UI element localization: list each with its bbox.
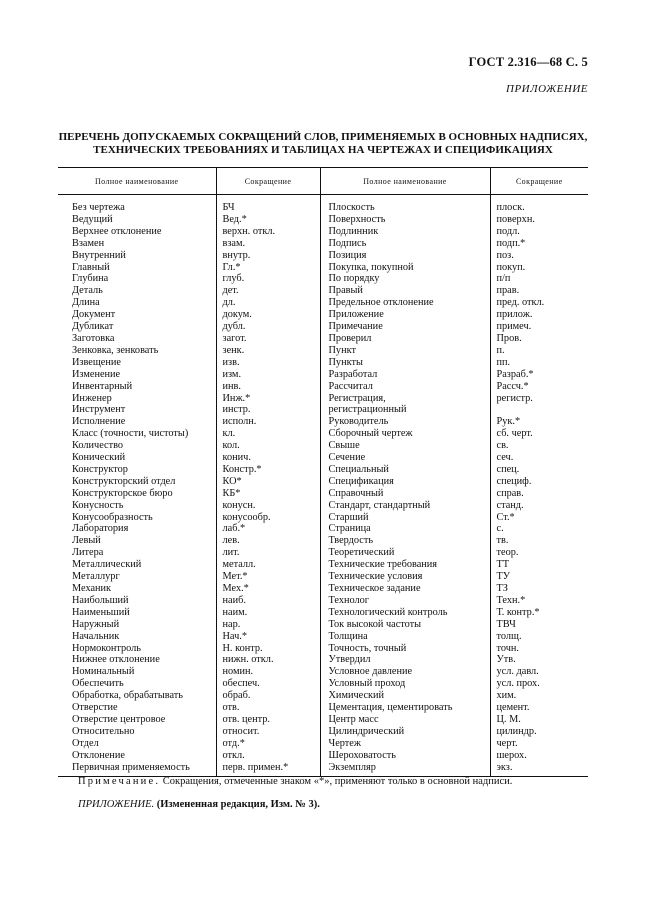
full-name-cell: Условный проход: [320, 678, 490, 690]
abbreviation-cell: п.: [490, 345, 588, 357]
full-name-cell: Верхнее отклонение: [72, 225, 162, 237]
abbreviation-cell: теор.: [490, 547, 588, 559]
abbreviation-cell: Утв.: [490, 654, 588, 666]
full-name-cell: Извещение: [72, 356, 121, 368]
abbreviation-cell: станд.: [490, 500, 588, 512]
abbreviation-cell: поверхн.: [490, 214, 588, 226]
abbreviation-cell: зенк.: [216, 345, 320, 357]
abbreviation-cell: Разраб.*: [490, 369, 588, 381]
full-name-cell: Наименьший: [72, 606, 130, 618]
abbreviation-cell: сеч.: [490, 452, 588, 464]
full-name-cell: Номинальный: [72, 666, 135, 678]
full-name-cell: Экземпляр: [320, 762, 490, 777]
title-line-1: ПЕРЕЧЕНЬ ДОПУСКАЕМЫХ СОКРАЩЕНИЙ СЛОВ, ПРИМЕНЯЕМЫХ В ОСНОВНЫХ НАДПИСЯХ,: [58, 131, 588, 143]
abbreviation-cell: [490, 404, 588, 416]
table-row: [58, 583, 588, 595]
table-row: [58, 262, 588, 274]
abbreviations-table: [58, 167, 588, 777]
abbreviation-cell: докум.: [216, 309, 320, 321]
table-row: [58, 321, 588, 333]
full-name-cell: Правый: [320, 285, 490, 297]
abbreviation-cell: п/п: [490, 273, 588, 285]
table-row: [58, 464, 588, 476]
table-row: [58, 381, 588, 393]
full-name-cell: Условное давление: [320, 666, 490, 678]
abbreviation-cell: Рук.*: [490, 416, 588, 428]
full-name-cell: Толщина: [320, 631, 490, 643]
full-name-cell: Конструктор: [72, 463, 128, 475]
doc-reference: ГОСТ 2.316—68 С. 5: [468, 55, 588, 69]
full-name-cell: Подлинник: [320, 226, 490, 238]
abbreviation-cell: Инж.*: [216, 393, 320, 405]
abbreviation-cell: инстр.: [216, 404, 320, 416]
abbreviation-cell: БЧ: [216, 202, 320, 214]
abbreviation-cell: хим.: [490, 690, 588, 702]
abbreviation-cell: кол.: [216, 440, 320, 452]
abbreviation-cell: нижн. откл.: [216, 654, 320, 666]
full-name-cell: Технические требования: [320, 559, 490, 571]
table-row: [58, 393, 588, 405]
table-row: [58, 488, 588, 500]
table-row: [58, 559, 588, 571]
full-name-cell: Документ: [72, 309, 116, 321]
full-name-cell: Твердость: [320, 535, 490, 547]
full-name-cell: Инвентарный: [72, 380, 133, 392]
abbreviation-cell: усл. давл.: [490, 666, 588, 678]
table-row: [58, 285, 588, 297]
abbreviation-cell: Нач.*: [216, 631, 320, 643]
full-name-cell: Нормоконтроль: [72, 642, 142, 654]
full-name-cell: Дубликат: [72, 321, 114, 333]
abbreviation-cell: Мех.*: [216, 583, 320, 595]
full-name-cell: Технические условия: [320, 571, 490, 583]
abbreviation-cell: ТВЧ: [490, 619, 588, 631]
abbreviation-cell: цилиндр.: [490, 726, 588, 738]
table-row: [58, 535, 588, 547]
table-row: [58, 452, 588, 464]
full-name-cell: Механик: [72, 583, 112, 594]
abbreviation-cell: усл. прох.: [490, 678, 588, 690]
full-name-cell: Обеспечить: [72, 678, 124, 690]
table-row: [58, 666, 588, 678]
table-row: [58, 595, 588, 607]
abbreviation-cell: лев.: [216, 535, 320, 547]
full-name-cell: Поверхность: [320, 214, 490, 226]
abbreviation-cell: пп.: [490, 357, 588, 369]
table-row: [58, 714, 588, 726]
full-name-cell: Лаборатория: [72, 523, 129, 535]
full-name-cell: Чертеж: [320, 738, 490, 750]
full-name-cell: Технологический контроль: [320, 607, 490, 619]
full-name-cell: Металлический: [72, 559, 142, 571]
full-name-cell: Конусность: [72, 499, 124, 511]
full-name-cell: По порядку: [320, 273, 490, 285]
abbreviation-cell: отв. центр.: [216, 714, 320, 726]
table-row: [58, 250, 588, 262]
table-row: [58, 512, 588, 524]
abbreviation-cell: внутр.: [216, 250, 320, 262]
abbreviation-cell: сб. черт.: [490, 428, 588, 440]
abbreviation-cell: Н. контр.: [216, 643, 320, 655]
col-header-full-name-2: Полное наименование: [320, 168, 490, 195]
table-row: [58, 333, 588, 345]
abbreviation-cell: черт.: [490, 738, 588, 750]
spacer-cell: [58, 195, 216, 203]
abbreviation-cell: номин.: [216, 666, 320, 678]
table-header-row: [58, 168, 588, 195]
appendix-revision-label: ПРИЛОЖЕНИЕ.: [78, 799, 155, 810]
full-name-cell: Спецификация: [320, 476, 490, 488]
abbreviation-cell: Рассч.*: [490, 381, 588, 393]
full-name-cell: Без чертежа: [72, 202, 125, 213]
abbreviation-cell: инв.: [216, 381, 320, 393]
abbreviation-cell: обраб.: [216, 690, 320, 702]
full-name-cell: Примечание: [320, 321, 490, 333]
full-name-cell: Инструмент: [72, 404, 126, 416]
abbreviation-cell: относит.: [216, 726, 320, 738]
full-name-cell: Зенковка, зенковать: [72, 344, 159, 356]
abbreviation-cell: поз.: [490, 250, 588, 262]
full-name-cell: Первичная применяемость: [58, 762, 216, 777]
abbreviation-cell: экз.: [490, 762, 588, 777]
table-row: [58, 202, 588, 214]
table-row: [58, 607, 588, 619]
abbreviation-cell: точн.: [490, 643, 588, 655]
full-name-cell: Разработал: [320, 369, 490, 381]
abbreviation-cell: конусообр.: [216, 512, 320, 524]
abbreviation-cell: Мет.*: [216, 571, 320, 583]
full-name-cell: Отверстие: [72, 702, 118, 714]
full-name-cell: Справочный: [320, 488, 490, 500]
abbreviation-cell: лит.: [216, 547, 320, 559]
full-name-cell: Пункты: [320, 357, 490, 369]
abbreviation-cell: справ.: [490, 488, 588, 500]
abbreviation-cell: КБ*: [216, 488, 320, 500]
full-name-cell: Теоретический: [320, 547, 490, 559]
appendix-revision-note: [78, 799, 320, 810]
abbreviation-cell: прилож.: [490, 309, 588, 321]
full-name-cell: Позиция: [320, 250, 490, 262]
table-row: [58, 416, 588, 428]
table-row: [58, 523, 588, 535]
full-name-cell: Обработка, обрабатывать: [72, 690, 184, 702]
full-name-cell: Класс (точности, чистоты): [72, 428, 189, 440]
full-name-cell: Начальник: [72, 630, 120, 642]
abbreviation-cell: подл.: [490, 226, 588, 238]
abbreviation-cell: изм.: [216, 369, 320, 381]
abbreviation-cell: Техн.*: [490, 595, 588, 607]
full-name-cell: Конструкторское бюро: [72, 487, 173, 499]
full-name-cell: Точность, точный: [320, 643, 490, 655]
full-name-cell: Сечение: [320, 452, 490, 464]
abbreviation-cell: цемент.: [490, 702, 588, 714]
abbreviation-cell: дет.: [216, 285, 320, 297]
abbreviation-cell: регистр.: [490, 393, 588, 405]
full-name-cell: Главный: [72, 261, 110, 273]
col-header-abbr-1: Сокращение: [216, 168, 320, 195]
col-header-full-name-1: Полное наименование: [58, 168, 216, 195]
abbreviation-cell: дубл.: [216, 321, 320, 333]
abbreviation-cell: Ст.*: [490, 512, 588, 524]
table-row: [58, 440, 588, 452]
abbreviation-cell: толщ.: [490, 631, 588, 643]
table-row: [58, 738, 588, 750]
table-row: [58, 571, 588, 583]
table-row: [58, 357, 588, 369]
full-name-cell: Металлург: [72, 571, 120, 583]
table-row: [58, 297, 588, 309]
full-name-cell: Рассчитал: [320, 381, 490, 393]
abbreviation-cell: ТУ: [490, 571, 588, 583]
abbreviation-cell: взам.: [216, 238, 320, 250]
full-name-cell: Старший: [320, 512, 490, 524]
full-name-cell: Взамен: [72, 237, 105, 249]
abbreviation-cell: лаб.*: [216, 523, 320, 535]
full-name-cell: Руководитель: [320, 416, 490, 428]
table-row: [58, 476, 588, 488]
abbreviation-cell: Т. контр.*: [490, 607, 588, 619]
table-row: [58, 547, 588, 559]
spacer-cell: [216, 195, 320, 203]
full-name-cell: Литера: [72, 547, 104, 559]
table-row: [58, 226, 588, 238]
table-row: [58, 690, 588, 702]
abbreviation-cell: конич.: [216, 452, 320, 464]
abbreviation-cell: ТЗ: [490, 583, 588, 595]
full-name-cell: Изменение: [72, 368, 121, 380]
full-name-cell: Левый: [72, 535, 101, 547]
footnote-label: Примечание.: [78, 776, 161, 787]
table-row: [58, 214, 588, 226]
full-name-cell: Деталь: [72, 285, 103, 297]
abbreviation-cell: КО*: [216, 476, 320, 488]
full-name-cell: Предельное отклонение: [320, 297, 490, 309]
title-line-2: ТЕХНИЧЕСКИХ ТРЕБОВАНИЯХ И ТАБЛИЦАХ НА ЧЕРТЕЖАХ И СПЕЦИФИКАЦИЯХ: [93, 143, 553, 156]
table-row: [58, 428, 588, 440]
abbreviation-cell: шерох.: [490, 750, 588, 762]
full-name-cell: Наружный: [72, 618, 120, 630]
table-row: [58, 750, 588, 762]
full-name-cell: регистрационный: [320, 404, 490, 416]
table-row: [58, 309, 588, 321]
table-row: [58, 726, 588, 738]
full-name-cell: Регистрация,: [320, 393, 490, 405]
abbreviation-cell: Констр.*: [216, 464, 320, 476]
abbreviation-cell: прав.: [490, 285, 588, 297]
abbreviation-cell: спец.: [490, 464, 588, 476]
full-name-cell: Отверстие центровое: [72, 713, 166, 725]
full-name-cell: Наибольший: [72, 594, 129, 606]
abbreviation-cell: специф.: [490, 476, 588, 488]
full-name-cell: Конический: [72, 452, 126, 464]
abbreviation-cell: Ц. М.: [490, 714, 588, 726]
table-row: [58, 500, 588, 512]
abbreviation-cell: дл.: [216, 297, 320, 309]
abbreviation-cell: отв.: [216, 702, 320, 714]
abbreviation-cell: глуб.: [216, 273, 320, 285]
abbreviation-cell: примеч.: [490, 321, 588, 333]
abbreviation-cell: наиб.: [216, 595, 320, 607]
full-name-cell: Отдел: [72, 737, 99, 749]
abbreviation-cell: отд.*: [216, 738, 320, 750]
abbreviation-cell: откл.: [216, 750, 320, 762]
full-name-cell: Цементация, цементировать: [320, 702, 490, 714]
abbreviation-cell: кл.: [216, 428, 320, 440]
spacer-cell: [320, 195, 490, 203]
full-name-cell: Плоскость: [320, 202, 490, 214]
full-name-cell: Подпись: [320, 238, 490, 250]
full-name-cell: Конусообразность: [72, 511, 153, 523]
full-name-cell: Заготовка: [72, 332, 115, 344]
full-name-cell: Относительно: [72, 725, 135, 737]
table-row: [58, 404, 588, 416]
appendix-label: ПРИЛОЖЕНИЕ: [506, 83, 588, 95]
full-name-cell: Технолог: [320, 595, 490, 607]
page-title: [58, 131, 588, 156]
abbreviation-cell: с.: [490, 523, 588, 535]
full-name-cell: Цилиндрический: [320, 726, 490, 738]
table-spacer-row: [58, 195, 588, 203]
full-name-cell: Длина: [72, 297, 100, 309]
full-name-cell: Химический: [320, 690, 490, 702]
table-body: [58, 195, 588, 777]
abbreviation-cell: тв.: [490, 535, 588, 547]
full-name-cell: Количество: [72, 440, 124, 452]
table-row: [58, 369, 588, 381]
abbreviation-cell: обеспеч.: [216, 678, 320, 690]
full-name-cell: Покупка, покупной: [320, 262, 490, 274]
abbreviation-cell: ТТ: [490, 559, 588, 571]
full-name-cell: Стандарт, стандартный: [320, 500, 490, 512]
abbreviation-cell: нар.: [216, 619, 320, 631]
table-row: [58, 654, 588, 666]
full-name-cell: Страница: [320, 523, 490, 535]
full-name-cell: Свыше: [320, 440, 490, 452]
table-row: [58, 631, 588, 643]
footnote-text: Сокращения, отмеченные знаком «*», применяют только в основной надписи.: [162, 776, 513, 787]
footnote: [78, 776, 512, 787]
full-name-cell: Проверил: [320, 333, 490, 345]
abbreviation-cell: плоск.: [490, 202, 588, 214]
table-row: [58, 678, 588, 690]
abbreviation-cell: исполн.: [216, 416, 320, 428]
full-name-cell: Утвердил: [320, 654, 490, 666]
abbreviation-cell: конусн.: [216, 500, 320, 512]
full-name-cell: Отклонение: [72, 749, 125, 761]
full-name-cell: Глубина: [72, 273, 109, 285]
abbreviation-cell: верхн. откл.: [216, 226, 320, 238]
table-row: [58, 762, 588, 777]
appendix-revision-text: (Измененная редакция, Изм. № 3).: [156, 799, 320, 810]
abbreviation-cell: подп.*: [490, 238, 588, 250]
full-name-cell: Внутренний: [72, 249, 126, 261]
abbreviation-cell: перв. примен.*: [216, 762, 320, 777]
full-name-cell: Пункт: [320, 345, 490, 357]
abbreviation-cell: загот.: [216, 333, 320, 345]
full-name-cell: Техническое задание: [320, 583, 490, 595]
abbreviation-cell: Гл.*: [216, 262, 320, 274]
abbreviation-cell: св.: [490, 440, 588, 452]
spacer-cell: [490, 195, 588, 203]
abbreviation-cell: изв.: [216, 357, 320, 369]
table-row: [58, 273, 588, 285]
full-name-cell: Приложение: [320, 309, 490, 321]
full-name-cell: Центр масс: [320, 714, 490, 726]
full-name-cell: Конструкторский отдел: [72, 475, 176, 487]
table-row: [58, 345, 588, 357]
full-name-cell: Инженер: [72, 392, 112, 404]
full-name-cell: Нижнее отклонение: [72, 654, 160, 666]
abbreviation-cell: Пров.: [490, 333, 588, 345]
full-name-cell: Специальный: [320, 464, 490, 476]
table-row: [58, 702, 588, 714]
abbreviation-cell: пред. откл.: [490, 297, 588, 309]
col-header-abbr-2: Сокращение: [490, 168, 588, 195]
full-name-cell: Шероховатость: [320, 750, 490, 762]
full-name-cell: Ведущий: [72, 213, 113, 225]
abbreviation-cell: металл.: [216, 559, 320, 571]
table-row: [58, 619, 588, 631]
table-row: [58, 238, 588, 250]
table-row: [58, 643, 588, 655]
full-name-cell: Ток высокой частоты: [320, 619, 490, 631]
abbreviation-cell: наим.: [216, 607, 320, 619]
full-name-cell: Исполнение: [72, 416, 126, 428]
abbreviation-cell: Вед.*: [216, 214, 320, 226]
abbreviation-cell: покуп.: [490, 262, 588, 274]
full-name-cell: Сборочный чертеж: [320, 428, 490, 440]
